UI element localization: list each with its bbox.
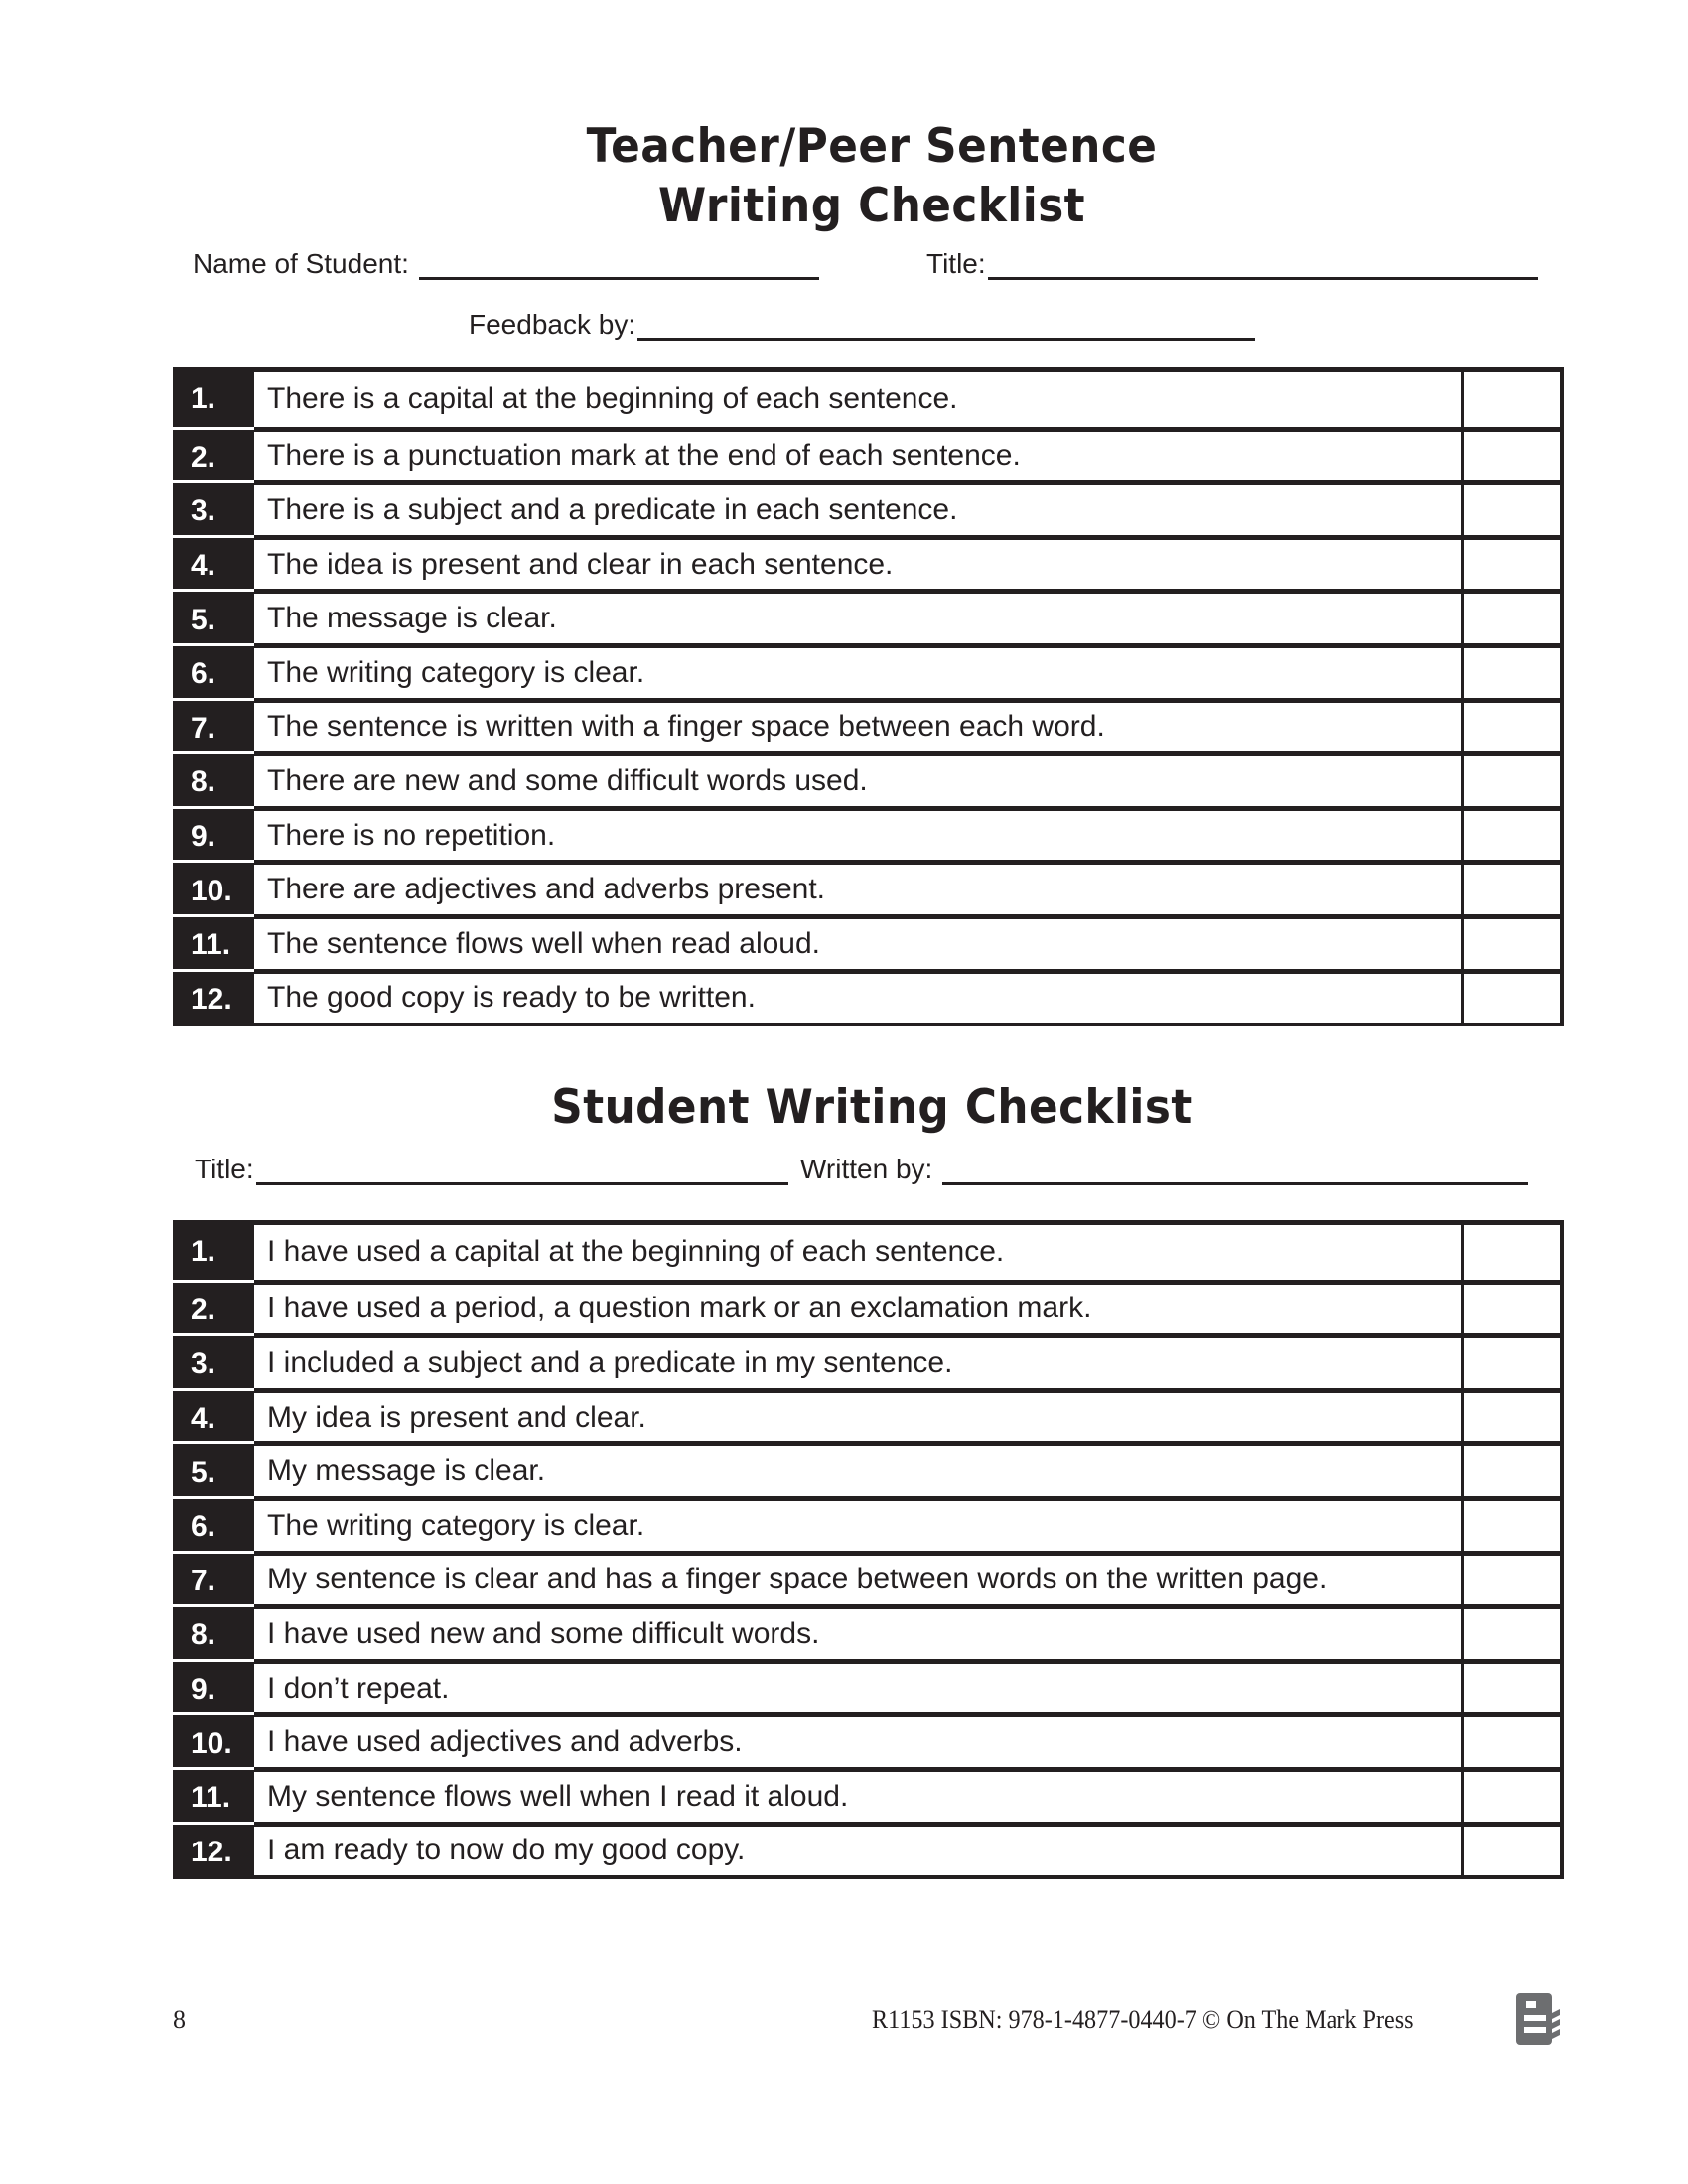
checklist-row [173,480,1560,535]
item-number: 6. [173,643,254,698]
item-number: 2. [173,427,254,481]
student-title-label: Title: [195,1154,254,1184]
item-text: There is a punctuation mark at the end of each sentence. [267,439,1021,473]
checkbox-cell[interactable] [1461,1225,1560,1280]
teacher-checklist-title-line1: Teacher/Peer Sentence [586,119,1158,174]
checklist-row [173,1659,1560,1713]
on-the-mark-press-logo-icon [1514,1993,1560,2045]
feedback-by-field[interactable] [469,309,1255,341]
item-text: The sentence is written with a finger space between each word. [267,710,1105,744]
checkbox-cell[interactable] [1461,1446,1560,1496]
checklist-row [173,698,1560,752]
checklist-row [173,643,1560,698]
item-text: My sentence is clear and has a finger space between words on the written page. [267,1563,1328,1596]
checklist-row [173,1280,1560,1334]
item-number: 8. [173,1604,254,1659]
checkbox-cell[interactable] [1461,756,1560,806]
item-text: There is no repetition. [267,818,556,852]
item-text: The writing category is clear. [267,655,645,689]
item-number: 3. [173,480,254,535]
checkbox-cell[interactable] [1461,540,1560,590]
item-text: My sentence flows well when I read it aloud. [267,1779,849,1813]
item-text: There are new and some difficult words used. [267,763,868,797]
student-checklist-table [173,1220,1564,1879]
item-number: 1. [173,372,254,427]
checklist-row [173,1712,1560,1767]
name-of-student-input-line[interactable] [419,249,819,280]
feedback-by-input-line[interactable] [637,310,1255,341]
item-number: 5. [173,1441,254,1496]
item-text: I don’t repeat. [267,1671,450,1705]
student-title-input-line[interactable] [256,1155,788,1185]
item-text: There is a subject and a predicate in each sentence. [267,492,958,526]
checklist-row [173,860,1560,914]
checklist-row [173,914,1560,969]
item-number: 12. [173,969,254,1024]
item-number: 8. [173,751,254,806]
checklist-row [173,1388,1560,1442]
item-number: 12. [173,1822,254,1876]
item-text: The message is clear. [267,602,557,635]
checkbox-cell[interactable] [1461,648,1560,698]
item-number: 9. [173,806,254,861]
name-of-student-field[interactable] [193,248,819,280]
checkbox-cell[interactable] [1461,1827,1560,1876]
item-number: 7. [173,698,254,752]
item-number: 1. [173,1225,254,1280]
item-text: I am ready to now do my good copy. [267,1834,746,1867]
checklist-row [173,751,1560,806]
checklist-row [173,1441,1560,1496]
item-number: 2. [173,1280,254,1334]
student-checklist-title: Student Writing Checklist [551,1080,1193,1135]
written-by-label: Written by: [800,1154,933,1184]
written-by-input-line[interactable] [942,1155,1528,1185]
item-text: The good copy is ready to be written. [267,981,756,1015]
item-text: I have used new and some difficult words. [267,1616,820,1650]
item-text: My message is clear. [267,1454,546,1488]
checkbox-cell[interactable] [1461,1717,1560,1767]
checklist-row [173,1333,1560,1388]
item-number: 11. [173,1767,254,1822]
checkbox-cell[interactable] [1461,1501,1560,1551]
item-number: 9. [173,1659,254,1713]
item-number: 4. [173,1388,254,1442]
item-number: 10. [173,860,254,914]
checkbox-cell[interactable] [1461,1609,1560,1659]
checkbox-cell[interactable] [1461,1772,1560,1822]
checkbox-cell[interactable] [1461,865,1560,914]
checkbox-cell[interactable] [1461,372,1560,427]
item-text: The writing category is clear. [267,1508,645,1542]
checkbox-cell[interactable] [1461,1664,1560,1713]
item-number: 4. [173,535,254,590]
item-text: There is a capital at the beginning of each sentence. [267,382,958,416]
checklist-row [173,1604,1560,1659]
teacher-checklist-title-line2: Writing Checklist [657,179,1086,233]
publisher-line: R1153 ISBN: 978-1-4877-0440-7 © On The Mark Press [872,2005,1414,2034]
checkbox-cell[interactable] [1461,1556,1560,1605]
checklist-row [173,589,1560,643]
checkbox-cell[interactable] [1461,703,1560,752]
item-number: 10. [173,1712,254,1767]
checklist-row [173,427,1560,481]
item-text: I have used a capital at the beginning of each sentence. [267,1235,1005,1269]
name-of-student-label: Name of Student: [193,248,409,279]
item-text: There are adjectives and adverbs present. [267,873,825,906]
item-text: My idea is present and clear. [267,1400,646,1433]
item-text: I included a subject and a predicate in my sentence. [267,1345,953,1379]
checkbox-cell[interactable] [1461,432,1560,481]
checklist-row [173,1551,1560,1605]
checklist-row [173,1225,1560,1280]
page-number: 8 [173,2005,186,2034]
checkbox-cell[interactable] [1461,974,1560,1024]
checkbox-cell[interactable] [1461,1393,1560,1442]
teacher-title-input-line[interactable] [988,249,1538,280]
checkbox-cell[interactable] [1461,811,1560,861]
item-number: 11. [173,914,254,969]
feedback-by-label: Feedback by: [469,309,636,340]
checklist-row [173,1822,1560,1876]
item-text: I have used adjectives and adverbs. [267,1725,743,1759]
teacher-title-field[interactable] [926,248,1538,280]
checkbox-cell[interactable] [1461,1285,1560,1334]
item-number: 7. [173,1551,254,1605]
checklist-row [173,806,1560,861]
item-text: The sentence flows well when read aloud. [267,926,820,960]
checkbox-cell[interactable] [1461,485,1560,535]
teacher-title-label: Title: [926,248,986,279]
checklist-row [173,535,1560,590]
checklist-row [173,372,1560,427]
checkbox-cell[interactable] [1461,1338,1560,1388]
checkbox-cell[interactable] [1461,919,1560,969]
checklist-row [173,969,1560,1024]
item-number: 3. [173,1333,254,1388]
teacher-checklist-table [173,367,1564,1026]
checklist-row [173,1767,1560,1822]
item-number: 6. [173,1496,254,1551]
checklist-row [173,1496,1560,1551]
item-text: The idea is present and clear in each sentence. [267,547,894,581]
item-text: I have used a period, a question mark or an exclamation mark. [267,1292,1092,1325]
checkbox-cell[interactable] [1461,594,1560,643]
written-by-field[interactable] [800,1154,1528,1185]
student-title-field[interactable] [195,1154,788,1185]
item-number: 5. [173,589,254,643]
